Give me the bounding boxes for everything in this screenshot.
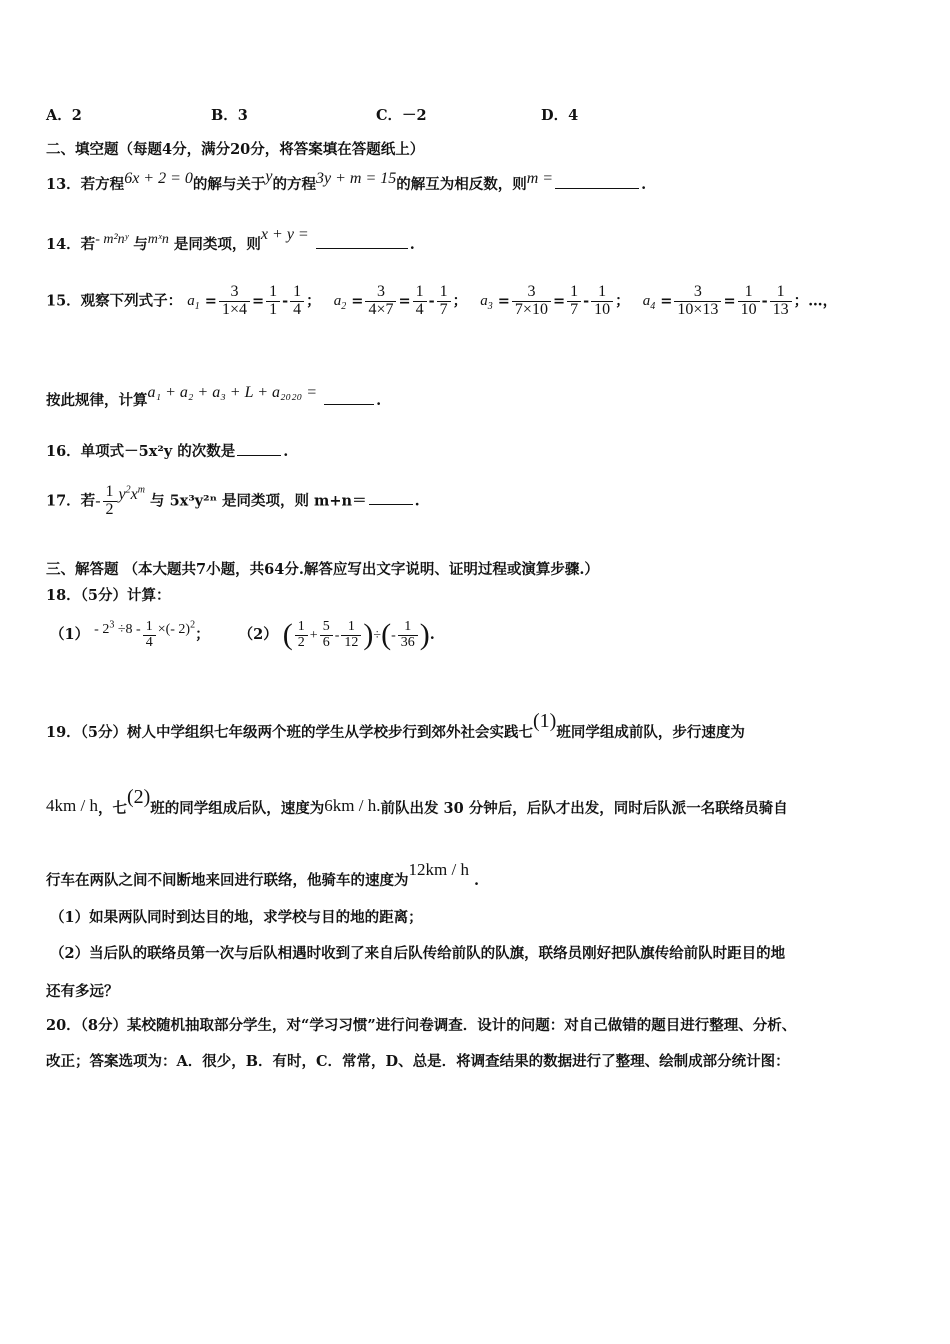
q13-text: 13．若方程 xyxy=(46,176,125,193)
q14-text: 14．若 xyxy=(46,236,96,253)
q16-text: 16．单项式－5x²y 的次数是 xyxy=(46,443,236,460)
q14-end: . xyxy=(409,236,415,253)
option-b: B．3 xyxy=(211,107,248,124)
q14-text: 是同类项，则 xyxy=(173,236,261,253)
q15-text: 15．观察下列式子： xyxy=(46,292,183,310)
q17-text: 17．若 xyxy=(46,492,96,510)
q13-text: 的解互为相反数，则 xyxy=(396,176,527,193)
question-14 xyxy=(46,226,415,254)
q18-part-1-label: （1） xyxy=(50,626,90,643)
question-19-item-2-cont: 还有多远？ xyxy=(46,983,119,1000)
q13-text: 的方程 xyxy=(272,176,316,193)
q14-text: 与 xyxy=(133,236,148,253)
section-3-heading: 三、解答题 （本大题共7小题，共64分.解答应写出文字说明、证明过程或演算步骤.） xyxy=(46,561,599,578)
question-19-item-1: （1）如果两队同时到达目的地，求学校与目的地的距离； xyxy=(50,909,423,926)
question-17: 17．若- $\frac{1}{2}$ $y^2x^m$ 与 5x³y²ⁿ 是同类项，则 m+n＝ . xyxy=(46,483,420,518)
q19-text: 19．（5分）树人中学组织七年级两个班的学生从学校步行到郊外社会实践七 xyxy=(46,724,534,741)
q17-text: 与 5x³y²ⁿ 是同类项，则 m+n＝ xyxy=(150,492,367,510)
question-18-title: 18．（5分）计算： xyxy=(46,587,171,604)
q13-variable: y xyxy=(265,168,273,185)
q19-text: ，七 xyxy=(97,800,127,817)
q14-term-1: - m²nʸ xyxy=(95,232,129,247)
q19-text: 班同学组成前队，步行速度为 xyxy=(556,724,745,741)
q18-part-2-label: （2） xyxy=(238,626,278,643)
answer-blank xyxy=(324,403,374,405)
q15-ellipsis: ；…， xyxy=(793,292,838,310)
q13-m: m = xyxy=(526,170,554,187)
q14-term-2: mˣn xyxy=(147,232,169,247)
q17-end: . xyxy=(414,492,420,510)
question-18-parts: $(1) - 2^3 \div 8$ - $\frac{1}{4}$ ×(- 2)$^2$； （2） ( $\frac{1}{2}$ + $\frac{5}{6}$ - $\frac{1}{12}$ )÷(- $\frac{1}{36}$ ). xyxy=(50,618,435,651)
option-d: D．4 xyxy=(541,107,579,124)
question-19-line-3 xyxy=(46,860,479,890)
q19-text: . xyxy=(474,872,480,889)
q19-speed-back: 6km / h. xyxy=(324,796,381,815)
q19-text: 前队出发 30 分钟后，后队才出发，同时后队派一名联络员骑自 xyxy=(380,800,788,817)
question-20-line-1: 20．（8分）某校随机抽取部分学生，对“学习习惯”进行问卷调查．设计的问题：对自己做错的题目进行整理、分析、 xyxy=(46,1017,797,1034)
question-19-line-1: 19．（5分）树人中学组织七年级两个班的学生从学校步行到郊外社会实践七(1)班同学组成前队，步行速度为 xyxy=(46,710,745,741)
question-15: 15．观察下列式子： $a_1$ = $\frac{3}{1\times 4}$ = $\frac{1}{1}$ - $\frac{1}{4}$ ； $a_2$ = $\frac{3}{4\times 7}$ = $\frac{1}{4}$ - $\frac{1}{7}$ ； $a_3$ = $\frac{3}{7\times 10}$ = $\frac{1}{7}$ - $\frac{1}{10}$ ； $a_4$ = $\frac{3}{10\times 13}$ = $\frac{1}{10}$ - $\frac{1}{13}$ ；…， xyxy=(46,283,838,318)
question-15-sum xyxy=(46,384,381,410)
q13-equation-1: 6x + 2 = 0 xyxy=(124,170,193,187)
q19-text: 行车在两队之间不间断地来回进行联络，他骑车的速度为 xyxy=(46,872,409,889)
question-13 xyxy=(46,168,646,194)
question-20-line-2: 改正；答案选项为：A．很少，B．有时，C．常常，D、总是．将调查结果的数据进行了整理、绘制成部分统计图： xyxy=(46,1053,790,1070)
q14-expression: x + y = xyxy=(260,226,309,243)
option-a: A．2 xyxy=(46,107,82,124)
answer-options xyxy=(46,104,706,125)
q13-equation-2: 3y + m = 15 xyxy=(316,170,397,187)
q19-text: 班的同学组成后队，速度为 xyxy=(150,800,325,817)
answer-blank xyxy=(555,187,639,189)
q13-text: 的解与关于 xyxy=(192,176,266,193)
answer-blank xyxy=(237,454,281,456)
answer-blank xyxy=(316,247,408,249)
question-19-line-2: 4km / h，七(2)班的同学组成后队，速度为6km / h.前队出发 30 分钟后，后队才出发，同时后队派一名联络员骑自 xyxy=(46,786,788,817)
q16-end: . xyxy=(283,443,289,460)
q15-text: 按此规律，计算 xyxy=(46,392,148,409)
q19-speed-bike: 12km / h xyxy=(408,860,469,879)
section-2-heading: 二、填空题（每题4分，满分20分，将答案填在答题纸上） xyxy=(46,141,425,158)
question-16 xyxy=(46,440,288,461)
q13-end: . xyxy=(641,176,647,193)
q15-end: . xyxy=(376,392,382,409)
question-19-item-2: （2）当后队的联络员第一次与后队相遇时收到了来自后队传给前队的队旗，联络员刚好把队旗传给前队时距目的地 xyxy=(50,945,786,962)
q19-speed-front: 4km / h xyxy=(46,796,98,815)
q15-sum-expression: a₁ + a₂ + a₃ + L + a₂₀₂₀ = xyxy=(147,384,318,401)
answer-blank xyxy=(369,503,413,505)
option-c: C．－2 xyxy=(376,107,427,124)
